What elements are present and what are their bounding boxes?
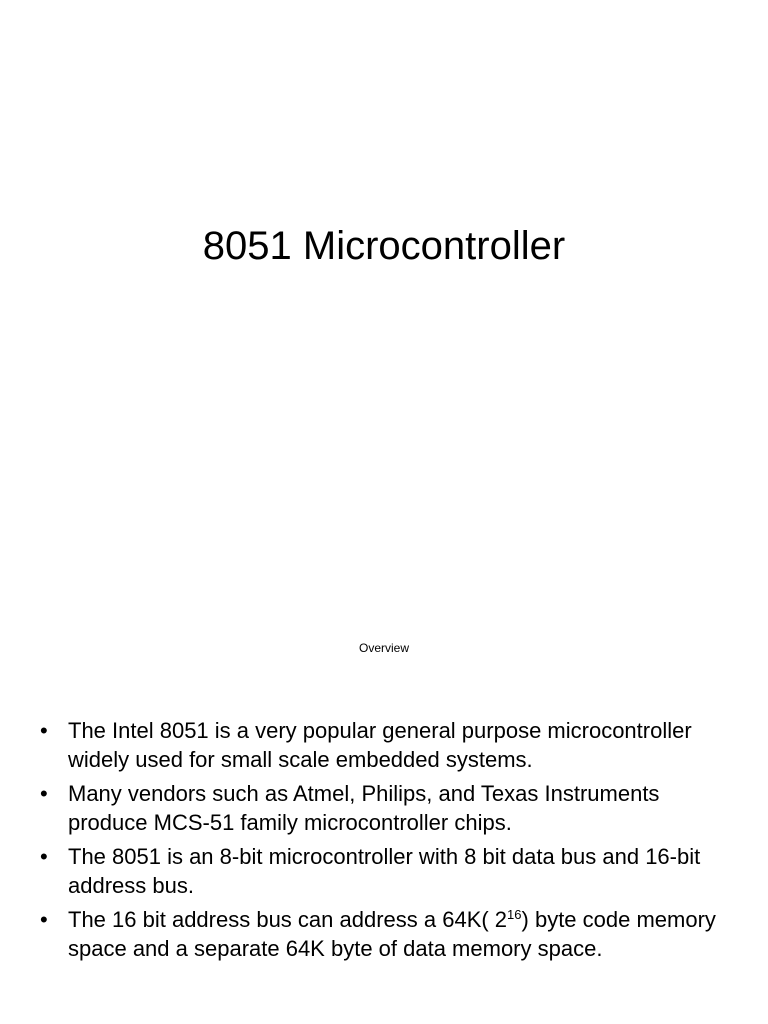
bullet-item bbox=[40, 779, 730, 837]
bullet-icon: • bbox=[40, 844, 48, 869]
bullet-text-before: The 16 bit address bus can address a 64K( 2 bbox=[68, 907, 508, 932]
bullet-text-after: ) byte code memory space and a separate 64K byte of data memory space. bbox=[68, 907, 716, 961]
bullet-icon: • bbox=[40, 718, 48, 743]
bullet-list bbox=[40, 716, 730, 968]
bullet-item bbox=[40, 716, 730, 774]
bullet-text: The 8051 is an 8-bit microcontroller with 8 bit data bus and 16-bit address bus. bbox=[68, 844, 701, 898]
bullet-text bbox=[68, 905, 730, 963]
bullet-text: The Intel 8051 is a very popular general purpose microcontroller widely used for small scale embedded systems. bbox=[68, 718, 692, 772]
exponent-superscript: 16 bbox=[507, 907, 522, 922]
bullet-icon: • bbox=[40, 781, 48, 806]
bullet-item bbox=[40, 842, 730, 900]
bullet-text: Many vendors such as Atmel, Philips, and Texas Instruments produce MCS-51 family microcontroller chips. bbox=[68, 781, 660, 835]
slide-subtitle: Overview bbox=[358, 641, 409, 655]
slide-title: 8051 Microcontroller bbox=[202, 224, 566, 268]
bullet-item bbox=[40, 905, 730, 963]
bullet-icon: • bbox=[40, 907, 48, 932]
